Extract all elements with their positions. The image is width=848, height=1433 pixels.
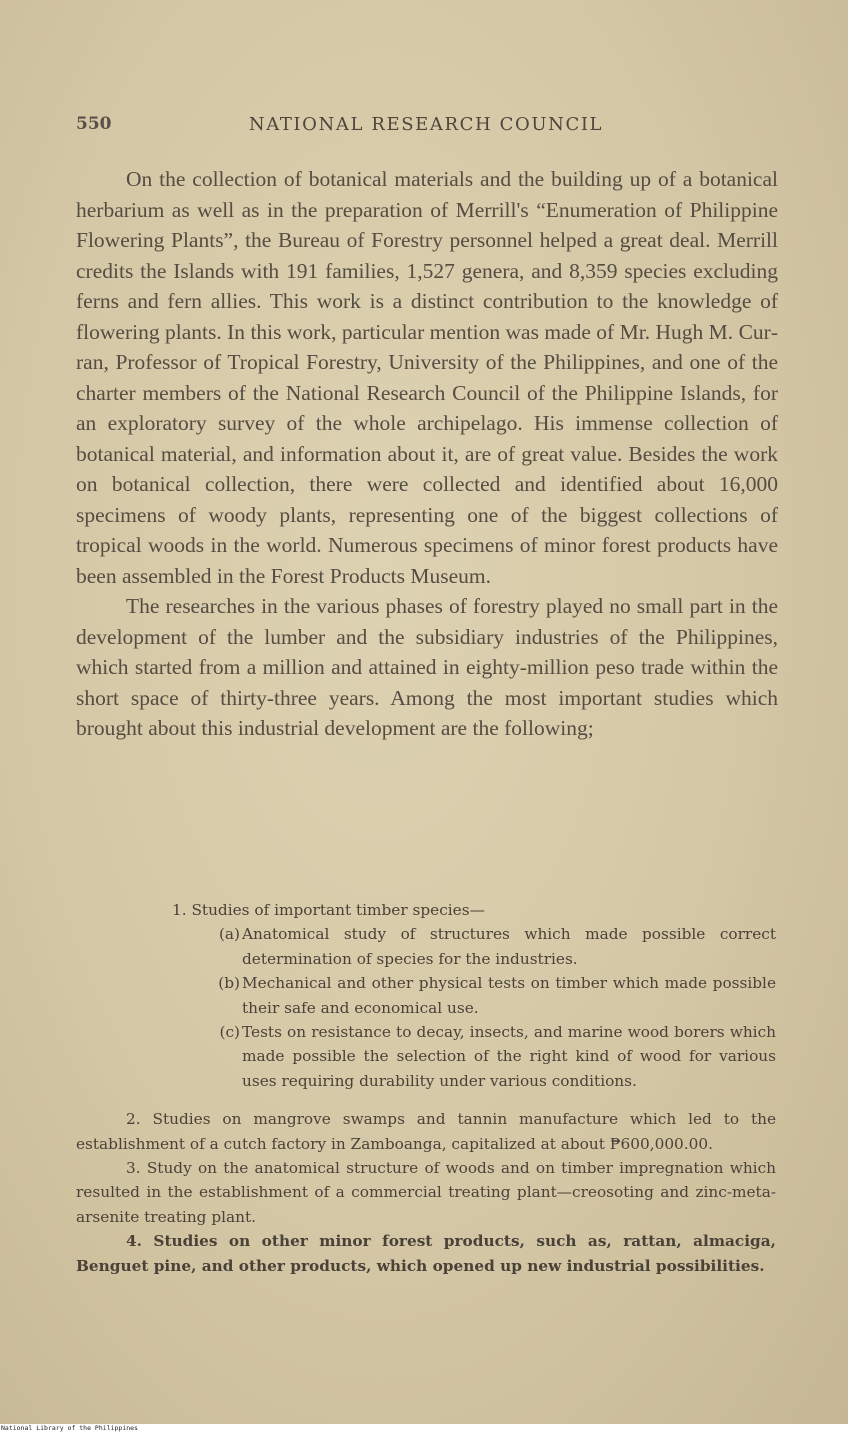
paragraph-botanical-collection: On the collection of botanical materials and the building up of a botanical herbarium as well as in the preparation of Merrill's “Enumeration of Philippine Flowering Plants”, the Bureau of Forestry personnel helped a great deal. Merrill credits the Islands with 191 families, 1,527 genera, and 8,359 species excluding ferns and fern allies. This work is a distinct contribution to the knowledge of flowering plants. In this work, particular mention was made of Mr. Hugh M. Curran, Professor of Tropical Forestry, University of the Philippines, and one of the charter members of the National Research Council of the Philippine Islands, for an exploratory survey of the whole archipelago. His immense collection of botanical material, and information about it, are of great value. Besides the work on botanical collection, there were collected and identified about 16,000 specimens of woody plants, representing one of the biggest collections of tropical woods in the world. Numerous specimens of minor forest products have been assembled in the Forest Products Museum. (76, 167, 778, 588)
list-item-2: 2. Studies on mangrove swamps and tannin manufacture which led to the establishment of a cutch factory in Zamboanga, capitalized at about ₱600,000.00. (76, 1110, 776, 1153)
page-number: 550 (76, 114, 112, 134)
sub-item-text: Mechanical and other physical tests on timber which made possible their safe and economical use. (242, 974, 776, 1017)
sub-item-text: Anatomical study of structures which made possible correct determination of species for the industries. (242, 925, 776, 968)
list-sub-item (219, 1020, 776, 1093)
page-header (76, 114, 776, 140)
sub-item-marker: (a) (218, 925, 240, 944)
list-sub-item (218, 922, 776, 971)
list-sub-item (218, 971, 776, 1020)
sub-item-marker: (c) (219, 1023, 240, 1042)
list-item-1-heading: 1. Studies of important timber species— (172, 901, 485, 919)
sub-item-text: Tests on resistance to decay, insects, and marine wood borers which made possible the selection of the right kind of wood for various uses requiring durability under various conditions. (242, 1023, 776, 1090)
sub-item-marker: (b) (218, 974, 240, 993)
studies-list (76, 898, 776, 1278)
list-item-3: 3. Study on the anatomical structure of woods and on timber impregnation which resulted in the establishment of a commercial treating plant—creosoting and zinc-meta-arsenite treating plant. (76, 1159, 776, 1226)
library-credit: National Library of the Philippines (1, 1424, 138, 1432)
body-text (76, 164, 778, 744)
list-item-4: 4. Studies on other minor forest products, such as, rattan, almaciga, Benguet pine, and other products, which opened up new industrial possibilities. (76, 1232, 776, 1275)
running-head: NATIONAL RESEARCH COUNCIL (248, 114, 604, 135)
footer-strip (0, 1424, 848, 1433)
paragraph-forestry-research: The researches in the various phases of forestry played no small part in the development of the lumber and the subsidiary industries of the Philippines, which started from a million and attained in eighty-million peso trade within the short space of thirty-three years. Among the most important studies which brought about this industrial development are the following; (76, 594, 778, 740)
